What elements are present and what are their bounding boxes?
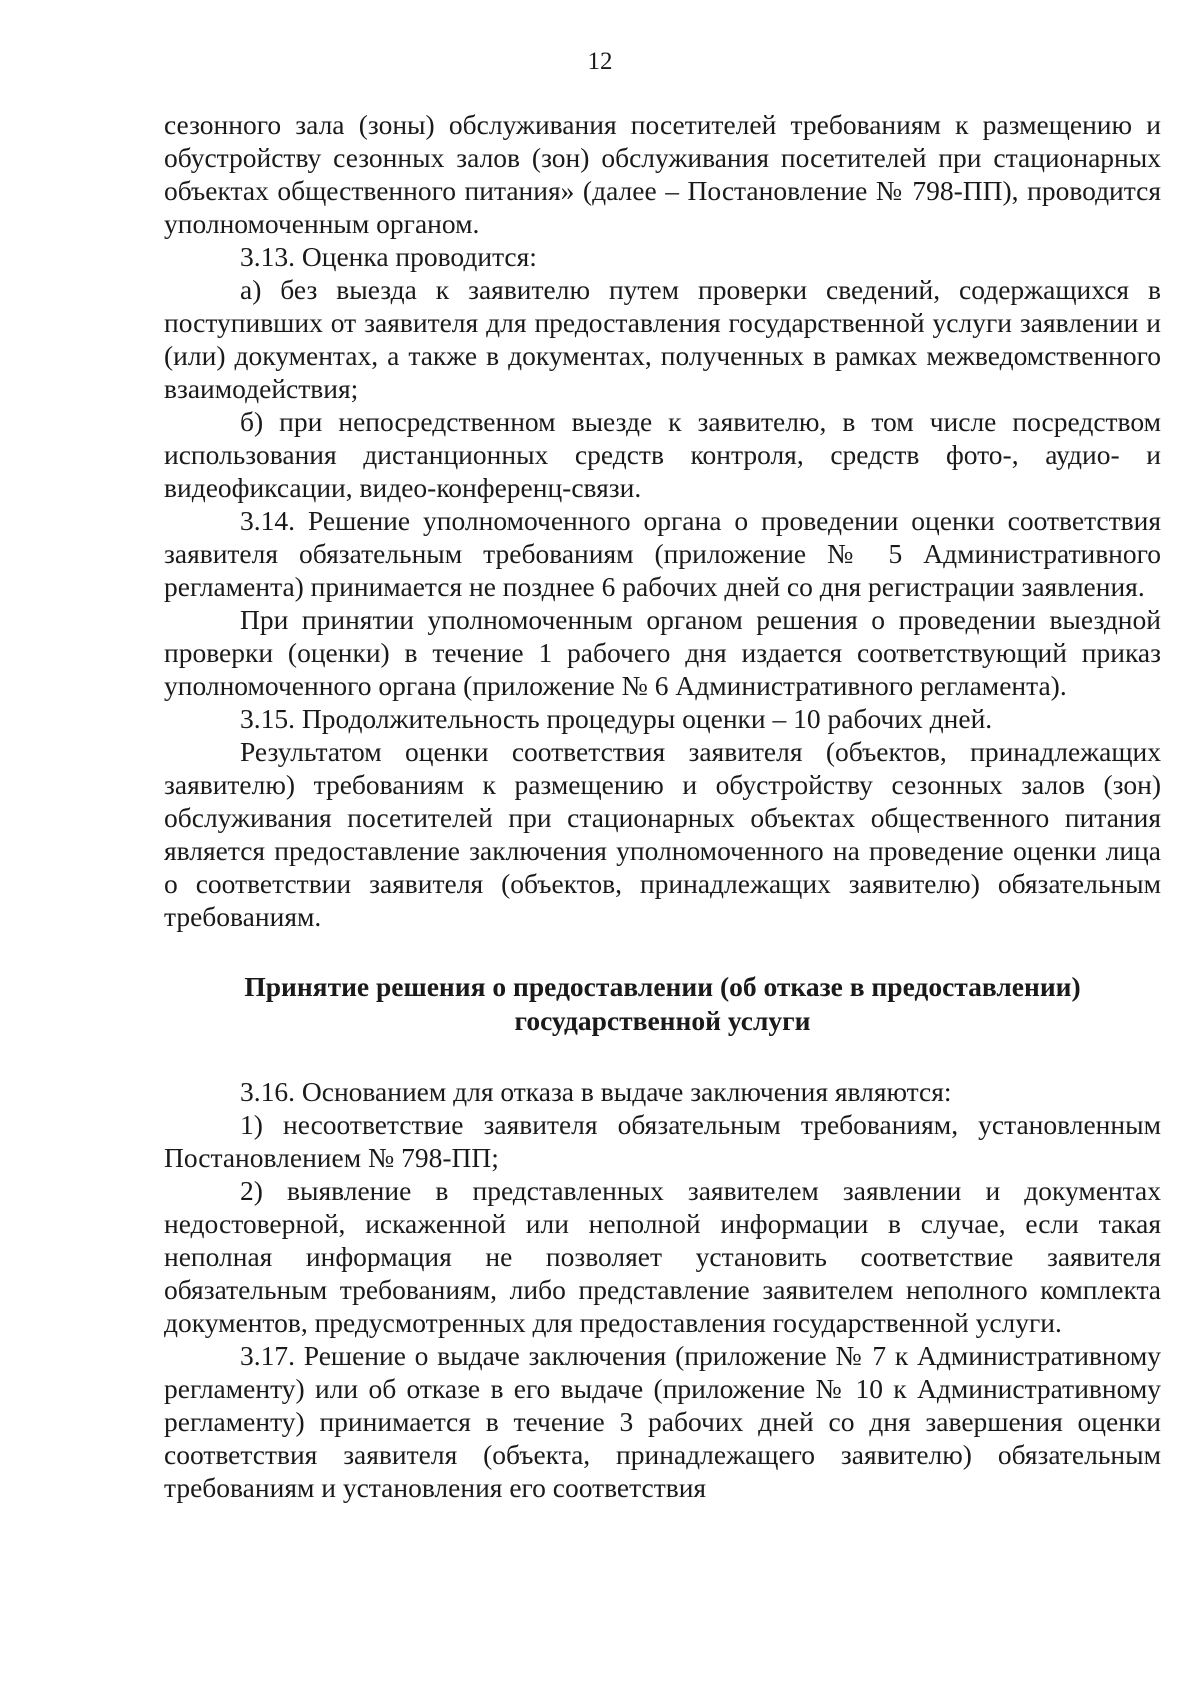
paragraph-3-13-b: б) при непосредственном выезде к заявителю, в том числе посредством использования дистанционных средств контроля, средств фото-, аудио- и видеофиксации, видео-конференц-связи. bbox=[164, 406, 1161, 503]
paragraph-3-16: 3.16. Основанием для отказа в выдаче заключения являются: bbox=[240, 1076, 952, 1107]
paragraph-3-15-result: Результатом оценки соответствия заявителя (объектов, принадлежащих заявителю) требованиям к размещению и обустройству сезонных залов (зон) обслуживания посетителей при стационарных объектах общественного питания является предоставление заключения уполномоченного на проведение оценки лица о соответствии заявителя (объектов, принадлежащих заявителю) обязательным требованиям. bbox=[164, 736, 1161, 932]
document-body bbox=[164, 108, 1161, 1504]
paragraph-3-15: 3.15. Продолжительность процедуры оценки – 10 рабочих дней. bbox=[240, 703, 993, 734]
paragraph-3-16-2: 2) выявление в представленных заявителем заявлении и документах недостоверной, искаженной или неполной информации в случае, если такая неполная информация не позволяет установить соответствие заявителя обязательным требованиям, либо представление заявителем неполного комплекта документов, предусмотренных для предоставления государственной услуги. bbox=[164, 1175, 1161, 1338]
paragraph-3-14-order: При принятии уполномоченным органом решения о проведении выездной проверки (оценки) в течение 1 рабочего дня издается соответствующий приказ уполномоченного органа (приложение № 6 Административного регламента). bbox=[164, 604, 1161, 701]
paragraph-3-17: 3.17. Решение о выдаче заключения (приложение № 7 к Административному регламенту) или об отказе в его выдаче (приложение № 10 к Административному регламенту) принимается в течение 3 рабочих дней со дня завершения оценки соответствия заявителя (объекта, принадлежащего заявителю) обязательным требованиям и установления его соответствия bbox=[164, 1340, 1161, 1503]
paragraph-3-13: 3.13. Оценка проводится: bbox=[240, 241, 537, 272]
paragraph-3-14: 3.14. Решение уполномоченного органа о проведении оценки соответствия заявителя обязательным требованиям (приложение № 5 Административного регламента) принимается не позднее 6 рабочих дней со дня регистрации заявления. bbox=[164, 505, 1161, 602]
section-heading: Принятие решения о предоставлении (об отказе в предоставлении) государственной услуги bbox=[244, 971, 1081, 1036]
paragraph-3-13-a: а) без выезда к заявителю путем проверки сведений, содержащихся в поступивших от заявителя для предоставления государственной услуги заявлении и (или) документах, а также в документах, полученных в рамках межведомственного взаимодействия; bbox=[164, 274, 1161, 404]
paragraph-3-16-1: 1) несоответствие заявителя обязательным требованиям, установленным Постановлением № 798-ПП; bbox=[164, 1109, 1161, 1173]
paragraph-continuation: сезонного зала (зоны) обслуживания посетителей требованиям к размещению и обустройству сезонных залов (зон) обслуживания посетителей при стационарных объектах общественного питания» (далее – Постановление № 798-ПП), проводится уполномоченным органом. bbox=[164, 109, 1161, 239]
page-number: 12 bbox=[587, 48, 613, 75]
